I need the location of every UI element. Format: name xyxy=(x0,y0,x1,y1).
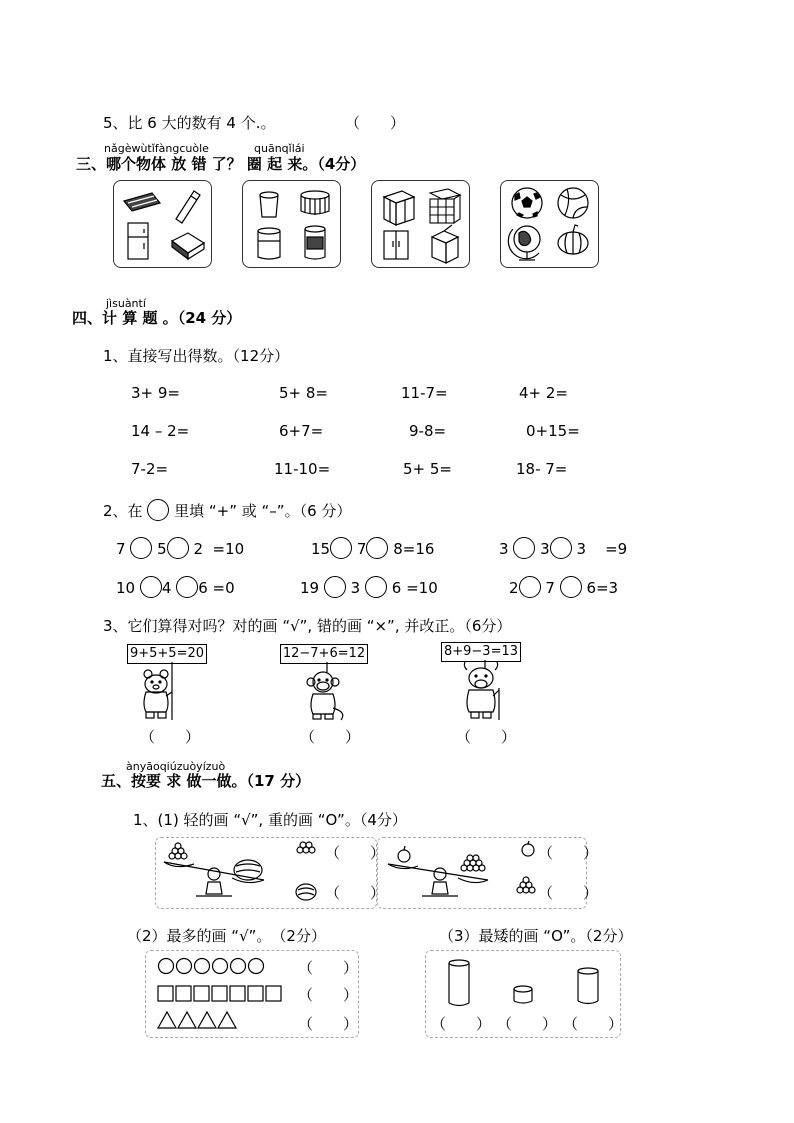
pumpkin-icon xyxy=(558,225,588,254)
section-5-pinyin: ànyāoqiúzuòyízuò xyxy=(126,760,226,773)
grapes-icon xyxy=(169,843,187,859)
calc-item[interactable]: 7-2= xyxy=(131,460,169,478)
section-number: 四、 xyxy=(72,309,103,327)
eraser-icon xyxy=(172,233,204,259)
answer-paren[interactable]: （ ） xyxy=(140,728,201,746)
equation-sign: 9+5+5=20 xyxy=(127,644,207,664)
answer-paren[interactable]: （ ） xyxy=(300,728,361,746)
soccer-ball-icon xyxy=(512,188,542,218)
calc-item[interactable]: 5+ 5= xyxy=(403,460,452,478)
answer-paren[interactable]: （ ） xyxy=(563,1015,624,1033)
equation-sign: 12−7+6=12 xyxy=(280,644,368,664)
calc-item[interactable]: 0+15= xyxy=(526,422,580,440)
answer-paren[interactable]: （ ） xyxy=(298,1015,359,1033)
operator-equation xyxy=(509,576,618,598)
section-3-pinyin-2: quānqǐlái xyxy=(254,142,305,155)
answer-paren[interactable]: （ ） xyxy=(431,1015,492,1033)
calc-item[interactable]: 3+ 9= xyxy=(131,384,180,402)
object-group-3[interactable] xyxy=(371,180,470,268)
refrigerator-icon xyxy=(128,223,148,259)
tall-cylinder-icon xyxy=(449,960,469,1006)
question-4-2-title xyxy=(103,499,351,521)
object-group-1[interactable] xyxy=(113,180,212,268)
rubiks-cube-icon xyxy=(430,189,460,223)
operand: 7 xyxy=(356,540,367,558)
section-score: （24 分） xyxy=(177,309,242,327)
short-cylinder-icon xyxy=(514,986,532,1003)
operand: 15 xyxy=(311,540,331,558)
cabinet-icon xyxy=(384,231,408,259)
pencil-case-icon xyxy=(124,193,160,211)
answer-paren[interactable]: （ ） xyxy=(325,844,386,862)
volleyball-icon xyxy=(558,188,588,218)
answer-paren[interactable]: （ ） xyxy=(538,844,599,862)
bear-icon xyxy=(132,662,192,724)
question-4-3-title: 3、它们算得对吗？对的画 “√”, 错的画 “×”, 并改正。（6分） xyxy=(103,617,512,635)
monkey-icon xyxy=(297,662,357,724)
operand: 2 xyxy=(193,540,203,558)
grapes-icon xyxy=(297,842,315,853)
calc-item[interactable]: 18- 7= xyxy=(516,460,568,478)
operator-equation xyxy=(311,537,434,559)
question-5-1-title: 1、(1) 轻的画 “√”, 重的画 “O”。（4分） xyxy=(133,811,407,829)
grapes-icon xyxy=(461,855,485,871)
medium-cylinder-icon xyxy=(578,968,598,1004)
operator-blank[interactable] xyxy=(330,537,352,559)
glue-stick-icon xyxy=(176,191,200,223)
operand: 4 xyxy=(161,579,172,597)
calc-item[interactable]: 9-8= xyxy=(409,422,447,440)
operator-blank[interactable] xyxy=(519,576,541,598)
operand: 19 xyxy=(300,579,320,597)
operand: 7 xyxy=(116,540,126,558)
title-part: 2、在 xyxy=(103,502,143,520)
question-4-1-title: 1、直接写出得数。（12分） xyxy=(103,347,290,365)
apple-icon xyxy=(522,841,534,856)
operator-blank[interactable] xyxy=(366,537,388,559)
answer-paren[interactable]: （ ） xyxy=(497,1015,558,1033)
title-part: 里填 “+” 或 “–”。（6 分） xyxy=(174,502,352,520)
operand: 6 =10 xyxy=(391,579,438,597)
drum-icon xyxy=(301,191,329,215)
object-group-4-drawing xyxy=(501,181,598,267)
question-5-2-title: （2）最多的画 “√”。 （2分） xyxy=(127,927,326,945)
section-title: 计 算 题 。 xyxy=(102,309,178,327)
operator-equation xyxy=(499,537,627,559)
section-3-heading xyxy=(76,153,365,174)
apple-icon xyxy=(398,846,410,862)
cow-icon xyxy=(455,660,515,724)
section-number: 五、 xyxy=(101,772,132,790)
calc-item[interactable]: 5+ 8= xyxy=(279,384,328,402)
object-group-2-drawing xyxy=(243,181,340,267)
operator-equation xyxy=(116,537,244,559)
object-group-3-drawing xyxy=(372,181,469,267)
gift-box-icon xyxy=(384,191,414,225)
beaker-icon xyxy=(258,228,280,259)
circle-row xyxy=(159,959,264,974)
calc-item[interactable]: 4+ 2= xyxy=(519,384,568,402)
section-title: 按要 求 做一做。 xyxy=(131,772,247,790)
object-group-4[interactable] xyxy=(500,180,599,268)
question-5-3-title: （3）最矮的画 “O”。（2分） xyxy=(439,927,633,945)
circle-icon xyxy=(147,499,169,521)
operand: 3 xyxy=(576,540,586,558)
operator-blank[interactable] xyxy=(550,537,572,559)
operator-blank[interactable] xyxy=(176,576,198,598)
answer-paren[interactable]: （ ） xyxy=(538,884,599,902)
operator-blank[interactable] xyxy=(560,576,582,598)
section-5-heading xyxy=(101,770,310,791)
object-group-1-drawing xyxy=(114,181,211,267)
answer-paren[interactable]: （ ） xyxy=(325,884,386,902)
watermelon-icon xyxy=(296,884,316,900)
globe-icon xyxy=(508,226,540,260)
operator-blank[interactable] xyxy=(167,537,189,559)
operator-blank[interactable] xyxy=(130,537,152,559)
section-4-pinyin: jìsuàntí xyxy=(106,297,146,310)
result: =9 xyxy=(605,540,628,558)
operator-blank[interactable] xyxy=(513,537,535,559)
operand: 6=3 xyxy=(586,579,619,597)
operand: 7 xyxy=(545,579,555,597)
answer-paren[interactable]: （ ） xyxy=(298,986,359,1004)
calc-item[interactable]: 14 – 2= xyxy=(131,422,190,440)
section-score: （17 分） xyxy=(246,772,311,790)
can-icon xyxy=(305,226,325,259)
question-item-5 xyxy=(103,112,275,133)
triangle-row xyxy=(158,1012,236,1028)
answer-paren[interactable]: （ ） xyxy=(298,959,359,977)
operand: 3 xyxy=(350,579,361,597)
operator-equation xyxy=(300,576,438,598)
section-title: 哪个物体 放 错 了？ 圈 起 来。 xyxy=(106,155,318,173)
operand: 8=16 xyxy=(393,540,435,558)
operand: 2 xyxy=(509,579,519,597)
section-3-pinyin: nǎgèwùtǐfàngcuòle xyxy=(104,142,209,155)
section-number: 三、 xyxy=(76,155,107,173)
operator-blank[interactable] xyxy=(140,576,162,598)
calc-item[interactable]: 11-7= xyxy=(401,384,448,402)
result: =10 xyxy=(212,540,245,558)
operand: 3 xyxy=(540,540,550,558)
operand: 10 xyxy=(116,579,136,597)
calc-item[interactable]: 11-10= xyxy=(274,460,331,478)
answer-paren[interactable]: （ ） xyxy=(456,728,517,746)
cup-icon xyxy=(260,192,278,217)
answer-paren[interactable]: （ ） xyxy=(345,114,406,132)
operand: 5 xyxy=(157,540,167,558)
operand: 6 =0 xyxy=(198,579,235,597)
section-4-heading xyxy=(72,307,241,328)
grapes-icon xyxy=(517,877,535,893)
operand: 3 xyxy=(499,540,509,558)
section-score: （4分） xyxy=(317,155,366,173)
calc-item[interactable]: 6+7= xyxy=(279,422,324,440)
object-group-2[interactable] xyxy=(242,180,341,268)
operator-equation xyxy=(116,576,235,598)
operator-blank[interactable] xyxy=(324,576,346,598)
equation-sign: 8+9−3=13 xyxy=(441,642,521,662)
operator-blank[interactable] xyxy=(365,576,387,598)
square-row xyxy=(158,986,281,1001)
question-text: 5、比 6 大的数有 4 个.。 xyxy=(103,114,276,132)
box-icon xyxy=(432,225,458,263)
